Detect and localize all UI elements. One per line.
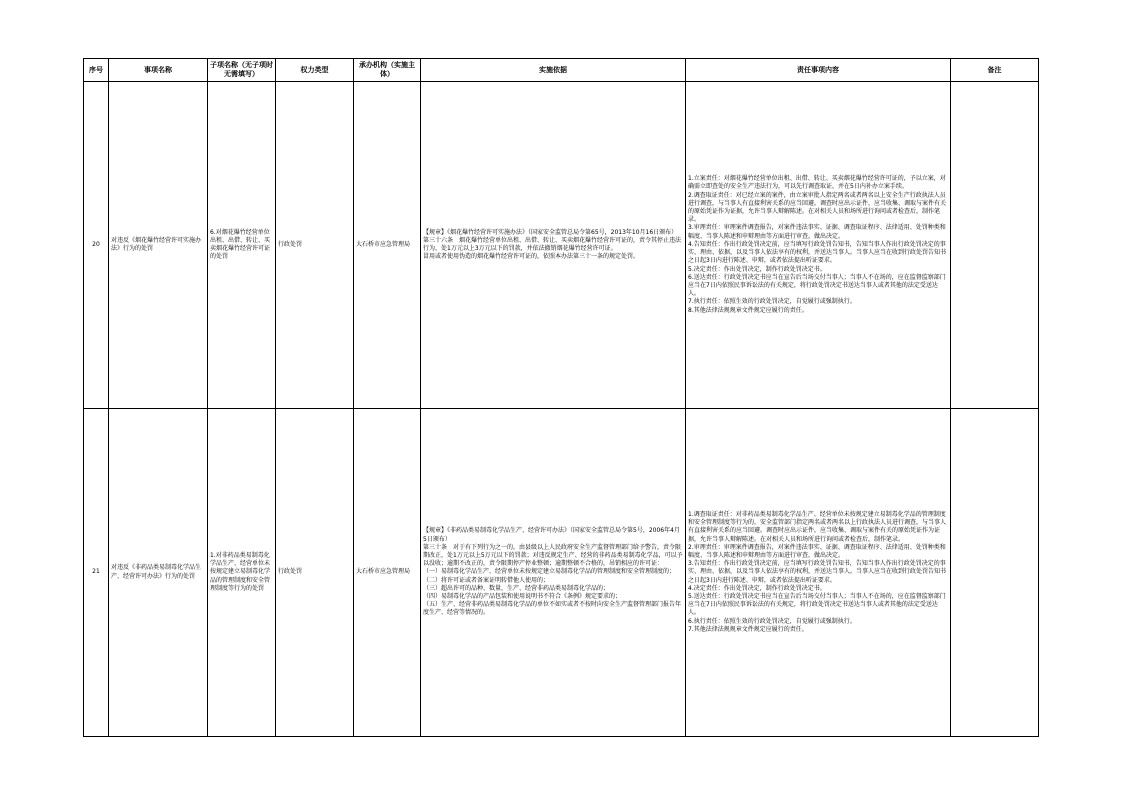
- cell-basis: 【规章】《非药品类易制毒化学品生产、经营许可办法》（国家安全监管总局令第5号，2006年4月5日颁布） 第三十条 对于有下列行为之一的，由县级以上人民政府安全生产监督管理部门给予警告，责令限期改正，处1万元以上5万元以下的罚款；对违反规定生产、经营的非药品类易制毒化学品，可以予以没收；逾期不改正的，责令限期停产停业整顿；逾期整顿不合格的，吊销相应的许可证： （一）易制毒化学品生产、经营单位未按规定建立易制毒化学品的管理制度和安全管理制度的； （二）将许可证或者备案证明转借他人使用的； （三）超出许可的品种、数量，生产、经营非药品类易制毒化学品的； （四）易制毒化学品的产品包装和使用说明书不符合《条例》规定要求的； （五）生产、经营非药品类易制毒化学品的单位不如实或者不按时向安全生产监督管理部门报告年度生产、经营等情况的。: [421, 409, 686, 737]
- cell-responsibility: 1.调查取证责任：对非药品类易制毒化学品生产、经营单位未按规定建立易制毒化学品的管理制度和安全管理制度等行为的，安全监管部门指定两名或者两名以上行政执法人员进行调查，与当事人有直接利害关系的应当回避。调查时应出示证件，应当收集、调取与案件有关的原始凭证作为证据，允许当事人辩解陈述。在对相关人员和场所进行询问或者检查后，制作笔录。 2.审理责任：审理案件调查报告，对案件违法事实、证据、调查取证程序、法律适用、处罚种类和幅度、当事人陈述和申辩理由等方面进行审查，做出决定。 3.告知责任：作出行政处罚决定前，应当填写行政处罚告知书，告知当事人作出行政处罚决定的事实、理由、依据，以及当事人依法享有的权利，并送达当事人。当事人应当在收到行政处罚告知书之日起3日内进行陈述、申辩，或者依法提出听证要求。 4.决定责任：作出处罚决定，制作行政处罚决定书。 5.送达责任：行政处罚决定书应当在宣告后当场交付当事人；当事人不在场的，应在监督监察部门应当在7日内依照民事诉讼法的有关规定，将行政处罚决定书送达当事人或者其他的法定受送达人。 6.执行责任：依照生效的行政处罚决定，自觉履行或强制执行。 7.其他法律法规规章文件规定应履行的责任。: [686, 409, 951, 737]
- cell-power-type: 行政处罚: [276, 409, 354, 737]
- header-power-type: 权力类型: [276, 59, 354, 82]
- table-row: [84, 82, 1039, 409]
- cell-responsibility: 1.立案责任：对烟花爆竹经营单位出租、出借、转让、买卖烟花爆竹经营许可证的，予以立案，对确需立即查处的安全生产违法行为，可以先行调查取证，并在5日内补办立案手续。 2.调查取证责任：对已经立案的案件，由立案审批人指定两名或者两名以上安全生产行政执法人员进行调查，与当事人有直接利害关系的应当回避。调查时应出示证件，应当收集、调取与案件有关的原始凭证作为证据，允许当事人辩解陈述。在对相关人员和场所进行询问或者检查后，制作笔录。 3.审理责任：审理案件调查报告，对案件违法事实、证据、调查取证程序、法律适用、处罚种类和幅度、当事人陈述和申辩理由等方面进行审查，做出决定。 4.告知责任：作出行政处罚决定前，应当填写行政处罚告知书，告知当事人作出行政处罚决定的事实、理由、依据，以及当事人依法享有的权利，并送达当事人。当事人应当在收到行政处罚告知书之日起3日内进行陈述、申辩，或者依法提出听证要求。 5.决定责任：作出处罚决定，制作行政处罚决定书。 6.送达责任：行政处罚决定书应当在宣告后当场交付当事人；当事人不在场的，应在监督监察部门应当在7日内依照民事诉讼法的有关规定，将行政处罚决定书送达当事人或者其他的法定受送达人。 7.执行责任：依照生效的行政处罚决定，自觉履行或强制执行。 8.其他法律法规规章文件规定应履行的责任。: [686, 82, 951, 409]
- cell-remarks: [951, 409, 1039, 737]
- header-responsibility: 责任事项内容: [686, 59, 951, 82]
- cell-agency: 大石桥市应急管理局: [354, 82, 421, 409]
- cell-agency: 大石桥市应急管理局: [354, 409, 421, 737]
- header-agency: 承办机构（实施主体）: [354, 59, 421, 82]
- header-remarks: 备注: [951, 59, 1039, 82]
- cell-sub-item: 6.对烟花爆竹经营单位出租、出借、转让、买卖烟花爆竹经营许可证的处罚: [208, 82, 276, 409]
- header-seq: 序号: [84, 59, 109, 82]
- cell-basis: 【规章】《烟花爆竹经营许可实施办法》（国家安全监管总局令第65号，2013年10月16日颁布） 第三十六条 烟花爆竹经营单位出租、出借、转让、买卖烟花爆竹经营许可证的，责令其停止违法行为，处1万元以上3万元以下的罚款，并依法撤销烟花爆竹经营许可证。 冒用或者使用伪造的烟花爆竹经营许可证的，依照本办法第三十一条的规定处罚。: [421, 82, 686, 409]
- header-row: [84, 59, 1039, 82]
- header-item-name: 事项名称: [109, 59, 208, 82]
- header-sub-item: 子项名称（无子项时无需填写）: [208, 59, 276, 82]
- table-row: [84, 409, 1039, 737]
- cell-sub-item: 1.对非药品类易制毒化学品生产、经营单位未按规定建立易制毒化学品的管理制度和安全管理制度等行为的处罚: [208, 409, 276, 737]
- cell-seq: 21: [84, 409, 109, 737]
- permissions-table: [83, 58, 1039, 737]
- cell-remarks: [951, 82, 1039, 409]
- cell-seq: 20: [84, 82, 109, 409]
- header-basis: 实施依据: [421, 59, 686, 82]
- cell-power-type: 行政处罚: [276, 82, 354, 409]
- cell-item-name: 对违反《烟花爆竹经营许可实施办法》行为的处罚: [109, 82, 208, 409]
- cell-item-name: 对违反《非药品类易制毒化学品生产、经营许可办法》行为的处罚: [109, 409, 208, 737]
